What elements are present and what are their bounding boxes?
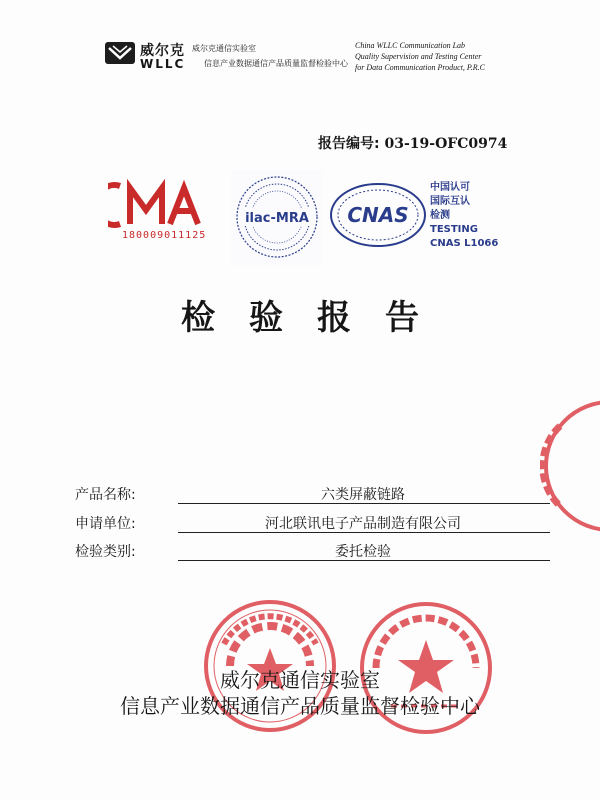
- lab-en-line: Quality Supervision and Testing Center: [355, 52, 482, 61]
- cnas-line: CNAS L1066: [430, 238, 499, 249]
- cma-number: 180009011125: [122, 230, 207, 241]
- cnas-text: CNAS: [347, 203, 409, 227]
- field-label-category: 检验类别:: [75, 544, 136, 560]
- lab-english-name: [355, 40, 555, 73]
- lab-en-line: China WLLC Communication Lab: [355, 41, 466, 50]
- seal-edge-right: [540, 396, 600, 540]
- cnas-line: TESTING: [430, 224, 478, 235]
- report-number: [318, 133, 507, 153]
- page-title: 检验报告: [181, 298, 453, 338]
- brand-en: WLLC: [140, 57, 186, 71]
- field-underline: [178, 532, 550, 533]
- cnas-line: 检测: [430, 210, 450, 221]
- ilac-text: ilac-MRA: [245, 211, 309, 226]
- field-underline: [178, 503, 550, 504]
- field-value-category: 委托检验: [335, 544, 391, 560]
- wllc-logo-icon: [104, 40, 136, 66]
- brand-cn: 威尔克: [140, 43, 185, 59]
- field-underline: [178, 560, 550, 561]
- org-name-line1: 威尔克通信实验室: [220, 668, 380, 692]
- cnas-line: 中国认可: [430, 182, 470, 193]
- report-number-value: 03-19-OFC0974: [384, 136, 508, 152]
- field-value-product: 六类屏蔽链路: [321, 487, 405, 503]
- field-label-applicant: 申请单位:: [75, 516, 136, 532]
- report-number-label: 报告编号:: [318, 136, 380, 152]
- brand-sub-line2: 信息产业数据通信产品质量监督检验中心: [204, 59, 348, 68]
- brand-sub-line1: 威尔克通信实验室: [192, 44, 256, 53]
- cnas-accreditation-text: [430, 181, 512, 265]
- lab-en-line: for Data Communication Product, P.R.C: [355, 63, 485, 72]
- field-value-applicant: 河北联讯电子产品制造有限公司: [265, 516, 461, 532]
- ilac-mra-mark: [231, 170, 323, 265]
- cnas-line: 国际互认: [430, 196, 470, 207]
- cnas-mark: [328, 180, 428, 250]
- org-name-line2: 信息产业数据通信产品质量监督检验中心: [120, 694, 480, 718]
- field-label-product: 产品名称:: [75, 487, 136, 503]
